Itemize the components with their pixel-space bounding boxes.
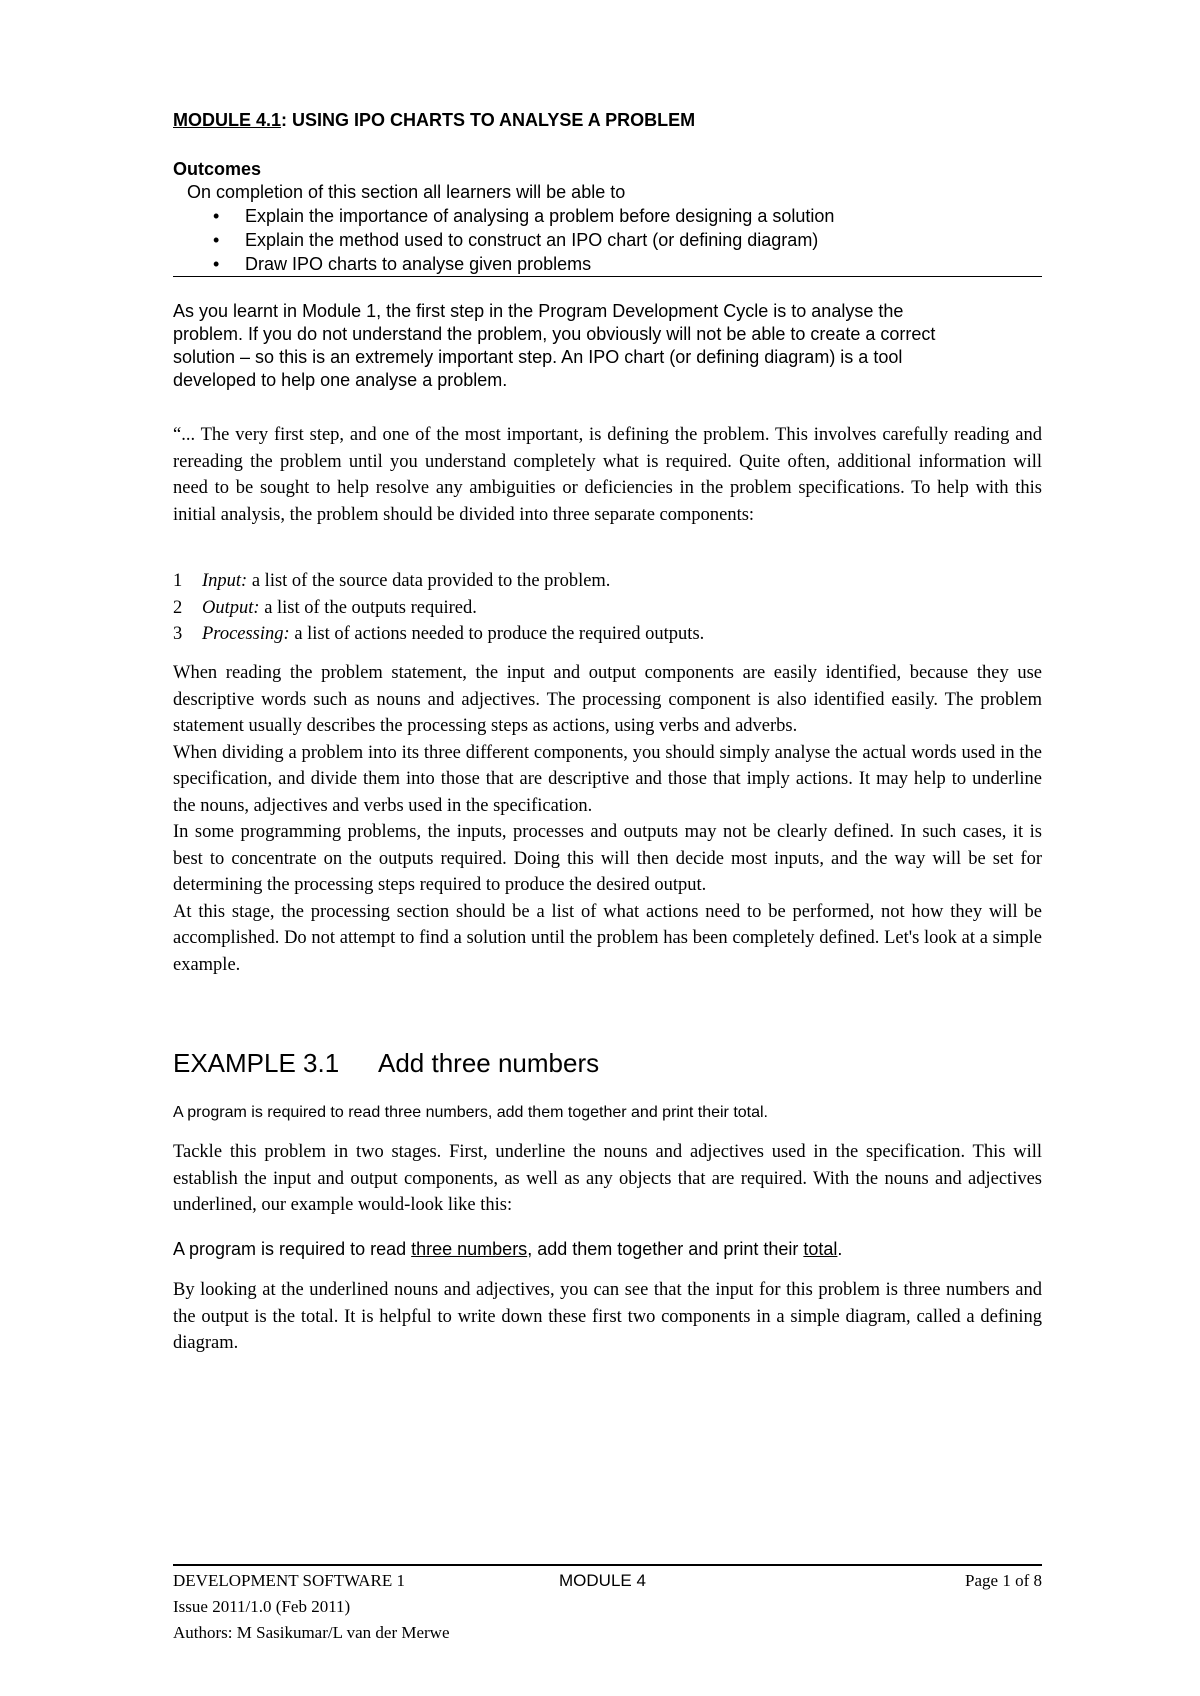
quote-paragraph-2: When reading the problem statement, the input and output components are easily identified, because they use descriptive words such as nouns and adjectives. The processing component is also identified easily. The problem statement usually describes the processing steps as actions, using verbs and adverbs.: [173, 663, 1042, 736]
footer-issue: Issue 2011/1.0 (Feb 2011): [173, 1597, 351, 1616]
bullet-icon: •: [213, 206, 220, 226]
outcome-item: • Explain the importance of analysing a problem before designing a solution: [213, 206, 835, 226]
example-title: Add three numbers: [378, 1048, 600, 1078]
tackle-paragraph: Tackle this problem in two stages. First, underline the nouns and adjectives used in the specification. This will establish the input and output components, as well as any objects that are required. With the nouns and adjectives underlined, our example would-look like this:: [173, 1142, 1042, 1215]
underlined-statement: A program is required to read three numbers, add them together and print their total.: [173, 1239, 843, 1259]
component-list: [173, 568, 1042, 648]
quote-paragraph-5: At this stage, the processing section should be a list of what actions need to be performed, not how they will be accomplished. Do not attempt to find a solution until the problem has been completely defined. Let's look at a simple example.: [173, 901, 1042, 975]
intro-paragraph: As you learnt in Module 1, the first step in the Program Development Cycle is to analyse the problem. If you do not understand the problem, you obviously will not be able to create a correct solution – so this is an extremely important step. An IPO chart (or defining diagram) is a tool developed to help one analyse a problem.: [173, 301, 936, 390]
component-item: 3 Processing: a list of actions needed to produce the required outputs.: [173, 624, 705, 644]
bullet-icon: •: [213, 230, 220, 250]
outcomes-heading: Outcomes: [173, 159, 262, 179]
footer-module: MODULE 4: [559, 1571, 646, 1590]
component-item: 1 Input: a list of the source data provided to the problem.: [173, 571, 611, 591]
conclusion-paragraph: By looking at the underlined nouns and adjectives, you can see that the input for this problem is three numbers and the output is the total. It is helpful to write down these first two components in a simple diagram, called a defining diagram.: [173, 1280, 1042, 1353]
outcome-item: • Draw IPO charts to analyse given problems: [213, 254, 592, 274]
page-footer: [173, 1568, 1042, 1646]
outcome-item: • Explain the method used to construct an IPO chart (or defining diagram): [213, 230, 819, 250]
footer-course: DEVELOPMENT SOFTWARE 1: [173, 1571, 406, 1590]
footer-divider: [173, 1564, 1042, 1566]
document-page: [173, 0, 1042, 1696]
outcomes-list: [173, 204, 1042, 276]
component-item: 2 Output: a list of the outputs required.: [173, 597, 477, 618]
module-title: [173, 110, 695, 131]
example-label: EXAMPLE 3.1: [173, 1048, 340, 1078]
quote-paragraph-1: “... The very first step, and one of the most important, is defining the problem. This involves carefully reading and rereading the problem until you understand completely what is required. Quite often, additional information will need to be sought to help resolve any ambiguities or deficiencies in the problem specifications. To help with this initial analysis, the problem should be divided into three separate components:: [173, 425, 1042, 525]
module-number: MODULE 4.1: [173, 110, 282, 130]
quote-paragraphs: [173, 660, 1042, 978]
outcomes-section: [173, 158, 1042, 276]
example-statement: A program is required to read three numbers, add them together and print their total.: [173, 1104, 768, 1121]
footer-page-number: Page 1 of 8: [965, 1571, 1042, 1590]
module-title-text: : USING IPO CHARTS TO ANALYSE A PROBLEM: [281, 110, 696, 130]
footer-authors: Authors: M Sasikumar/L van der Merwe: [173, 1623, 450, 1642]
outcomes-divider: [173, 276, 1042, 277]
quote-paragraph-4: In some programming problems, the inputs, processes and outputs may not be clearly defined. In such cases, it is best to concentrate on the outputs required. Doing this will then decide most inputs, and the way will be set for determining the processing steps required to produce the desired output.: [173, 822, 1042, 895]
bullet-icon: •: [213, 254, 220, 274]
outcomes-intro: On completion of this section all learners will be able to: [187, 182, 626, 202]
quote-paragraph-3: When dividing a problem into its three different components, you should simply analyse the actual words used in the specification, and divide them into those that are descriptive and those that imply actions. It may help to underline the nouns, adjectives and verbs used in the specification.: [173, 742, 1042, 816]
example-heading: [173, 1048, 599, 1079]
